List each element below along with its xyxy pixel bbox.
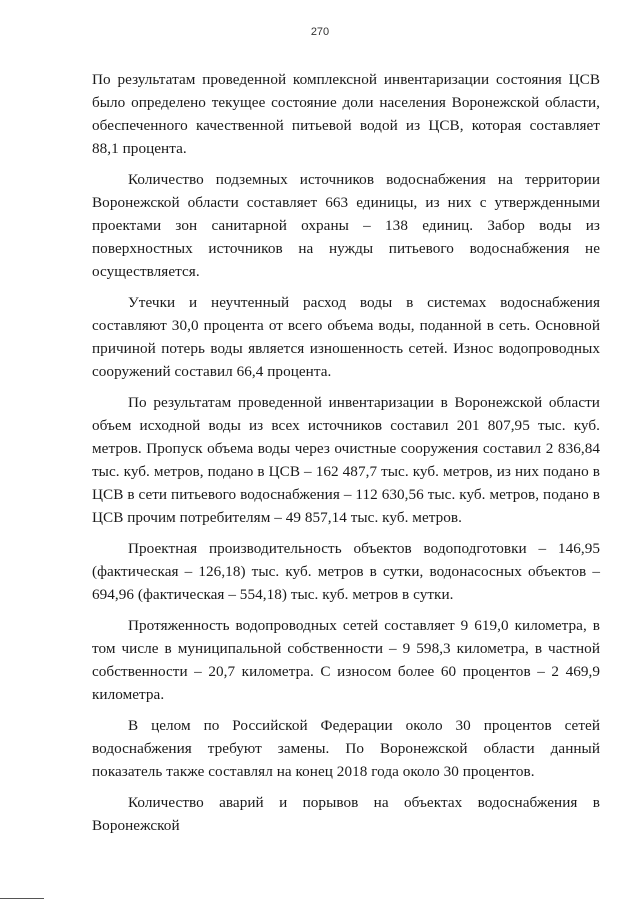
page-number: 270 <box>310 26 330 38</box>
paragraph-federation-replacement: В целом по Российской Федерации около 30 процентов сетей водоснабжения требуют замены. По Воронежской области данный показатель также составлял на конец 2018 года около 30 процентов. <box>92 717 600 780</box>
paragraph-design-capacity: Проектная производительность объектов водоподготовки – 146,95 (фактическая – 126,18) тыс. куб. метров в сутки, водонасосных объектов – 694,96 (фактическая – 554,18) тыс. куб. метров в сутки. <box>92 540 600 603</box>
scan-edge-line <box>0 898 44 899</box>
document-body <box>92 68 600 845</box>
paragraph-inventory-results: По результатам проведенной комплексной инвентаризации состояния ЦСВ было определено текущее состояние доли населения Воронежской области, обеспеченного качественной питьевой водой из ЦСВ, которая составляет 88,1 процента. <box>92 71 600 157</box>
paragraph-network-length: Протяженность водопроводных сетей составляет 9 619,0 километра, в том числе в муниципальной собственности – 9 598,3 километра, в частной собственности – 20,7 километра. С износом более 60 процентов – 2 469,9 километра. <box>92 617 600 703</box>
paragraph-accidents: Количество аварий и порывов на объектах водоснабжения в Воронежской <box>92 794 600 834</box>
paragraph-underground-sources: Количество подземных источников водоснабжения на территории Воронежской области составляет 663 единицы, из них с утвержденными проектами зон санитарной охраны – 138 единиц. Забор воды из поверхностных источников на нужды питьевого водоснабжения не осуществляется. <box>92 171 600 280</box>
paragraph-water-losses: Утечки и неучтенный расход воды в системах водоснабжения составляют 30,0 процента от всего объема воды, поданной в сеть. Основной причиной потерь воды является изношенность сетей. Износ водопроводных сооружений составил 66,4 процента. <box>92 294 600 380</box>
paragraph-water-volume: По результатам проведенной инвентаризации в Воронежской области объем исходной воды из всех источников составил 201 807,95 тыс. куб. метров. Пропуск объема воды через очистные сооружения составил 2 836,84 тыс. куб. метров, подано в ЦСВ – 162 487,7 тыс. куб. метров, из них подано в ЦСВ в сети питьевого водоснабжения – 112 630,56 тыс. куб. метров, подано в ЦСВ прочим потребителям – 49 857,14 тыс. куб. метров. <box>92 394 600 526</box>
